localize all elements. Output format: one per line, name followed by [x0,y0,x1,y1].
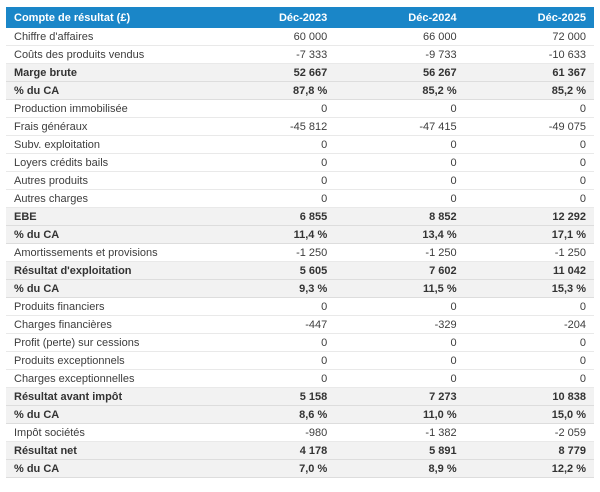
column-header-dec-2024: Déc-2024 [335,7,464,28]
cell-value: 0 [206,136,335,154]
cell-value: 0 [335,100,464,118]
cell-value: 0 [465,172,594,190]
cell-value: 17,1 % [465,226,594,244]
cell-value: 56 267 [335,64,464,82]
table-row [6,262,594,280]
cell-value: -980 [206,424,335,442]
cell-value: 0 [465,352,594,370]
row-label: Produits financiers [6,298,206,316]
cell-value: 0 [335,190,464,208]
table-row [6,388,594,406]
row-label: Autres produits [6,172,206,190]
cell-value: 7,0 % [206,460,335,478]
cell-value: -1 250 [465,244,594,262]
table-header [6,7,594,28]
cell-value: 0 [465,370,594,388]
cell-value: 0 [206,100,335,118]
row-label: % du CA [6,226,206,244]
cell-value: 0 [206,370,335,388]
cell-value: 0 [335,172,464,190]
cell-value: 8 779 [465,442,594,460]
cell-value: 0 [465,100,594,118]
cell-value: 61 367 [465,64,594,82]
table-row [6,190,594,208]
row-label: Autres charges [6,190,206,208]
cell-value: 52 667 [206,64,335,82]
row-label: % du CA [6,82,206,100]
table-row [6,226,594,244]
cell-value: 0 [206,352,335,370]
cell-value: -7 333 [206,46,335,64]
table-row [6,460,594,478]
row-label: Résultat avant impôt [6,388,206,406]
table-row [6,172,594,190]
cell-value: -47 415 [335,118,464,136]
cell-value: 60 000 [206,28,335,46]
income-statement-table [6,7,594,478]
cell-value: 66 000 [335,28,464,46]
cell-value: 0 [335,298,464,316]
cell-value: 11,4 % [206,226,335,244]
cell-value: 0 [465,298,594,316]
cell-value: 15,3 % [465,280,594,298]
cell-value: -2 059 [465,424,594,442]
cell-value: 0 [465,334,594,352]
table-row [6,406,594,424]
cell-value: 12,2 % [465,460,594,478]
cell-value: 0 [335,334,464,352]
cell-value: 0 [206,172,335,190]
table-header-row [6,7,594,28]
row-label: Frais généraux [6,118,206,136]
row-label: Production immobilisée [6,100,206,118]
cell-value: 9,3 % [206,280,335,298]
cell-value: 4 178 [206,442,335,460]
cell-value: 5 605 [206,262,335,280]
row-label: Profit (perte) sur cessions [6,334,206,352]
table-row [6,424,594,442]
row-label: Marge brute [6,64,206,82]
cell-value: -10 633 [465,46,594,64]
income-statement-table-container [6,7,594,478]
table-row [6,442,594,460]
table-row [6,208,594,226]
row-label: Impôt sociétés [6,424,206,442]
cell-value: -9 733 [335,46,464,64]
cell-value: 85,2 % [335,82,464,100]
table-row [6,100,594,118]
table-row [6,298,594,316]
cell-value: 0 [465,136,594,154]
cell-value: 87,8 % [206,82,335,100]
table-row [6,352,594,370]
row-label: Coûts des produits vendus [6,46,206,64]
cell-value: 6 855 [206,208,335,226]
cell-value: 11,0 % [335,406,464,424]
row-label: Subv. exploitation [6,136,206,154]
table-title-cell: Compte de résultat (£) [6,7,206,28]
cell-value: 8,9 % [335,460,464,478]
row-label: Charges exceptionnelles [6,370,206,388]
column-header-dec-2025: Déc-2025 [465,7,594,28]
cell-value: 0 [335,352,464,370]
row-label: Produits exceptionnels [6,352,206,370]
cell-value: 0 [206,190,335,208]
cell-value: 0 [335,136,464,154]
cell-value: 11,5 % [335,280,464,298]
table-row [6,64,594,82]
table-row [6,136,594,154]
cell-value: 0 [335,370,464,388]
cell-value: -1 250 [206,244,335,262]
table-body [6,28,594,478]
cell-value: 0 [335,154,464,172]
table-row [6,334,594,352]
row-label: Amortissements et provisions [6,244,206,262]
cell-value: -45 812 [206,118,335,136]
cell-value: 0 [206,334,335,352]
cell-value: 0 [465,154,594,172]
cell-value: -329 [335,316,464,334]
cell-value: 12 292 [465,208,594,226]
table-row [6,370,594,388]
table-row [6,154,594,172]
table-row [6,280,594,298]
cell-value: 10 838 [465,388,594,406]
cell-value: -447 [206,316,335,334]
row-label: Résultat d'exploitation [6,262,206,280]
cell-value: -204 [465,316,594,334]
cell-value: 0 [206,154,335,172]
cell-value: 8,6 % [206,406,335,424]
row-label: EBE [6,208,206,226]
cell-value: 0 [206,298,335,316]
cell-value: 5 158 [206,388,335,406]
cell-value: 85,2 % [465,82,594,100]
cell-value: 15,0 % [465,406,594,424]
row-label: % du CA [6,406,206,424]
cell-value: 7 273 [335,388,464,406]
cell-value: 11 042 [465,262,594,280]
row-label: % du CA [6,280,206,298]
cell-value: 0 [465,190,594,208]
row-label: Charges financières [6,316,206,334]
row-label: Résultat net [6,442,206,460]
cell-value: 7 602 [335,262,464,280]
row-label: Loyers crédits bails [6,154,206,172]
table-row [6,46,594,64]
cell-value: 5 891 [335,442,464,460]
column-header-dec-2023: Déc-2023 [206,7,335,28]
cell-value: -1 382 [335,424,464,442]
cell-value: 8 852 [335,208,464,226]
table-row [6,118,594,136]
cell-value: -49 075 [465,118,594,136]
table-row [6,316,594,334]
cell-value: -1 250 [335,244,464,262]
row-label: % du CA [6,460,206,478]
cell-value: 72 000 [465,28,594,46]
table-row [6,244,594,262]
cell-value: 13,4 % [335,226,464,244]
table-row [6,82,594,100]
row-label: Chiffre d'affaires [6,28,206,46]
table-row [6,28,594,46]
